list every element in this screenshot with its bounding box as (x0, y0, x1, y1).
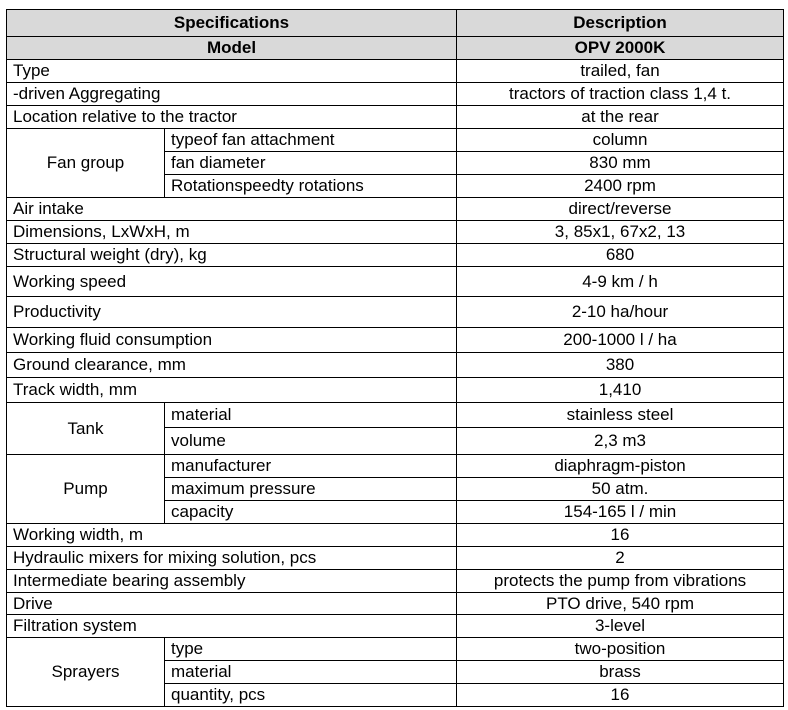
row-value: column (457, 129, 784, 152)
group-label-pump: Pump (7, 455, 165, 524)
table-row (7, 328, 784, 353)
group-label-fan: Fan group (7, 129, 165, 198)
row-value: tractors of traction class 1,4 t. (457, 83, 784, 106)
table-row (7, 570, 784, 593)
row-value: PTO drive, 540 rpm (457, 593, 784, 615)
row-value: 1,410 (457, 378, 784, 403)
row-label: Ground clearance, mm (7, 353, 457, 378)
row-label: Drive (7, 593, 457, 615)
row-label: -driven Aggregating (7, 83, 457, 106)
row-label: Filtration system (7, 615, 457, 638)
row-value: 380 (457, 353, 784, 378)
sub-label: typeof fan attachment (165, 129, 457, 152)
row-value: 4-9 km / h (457, 267, 784, 297)
row-value: trailed, fan (457, 60, 784, 83)
table-row (7, 524, 784, 547)
row-label: Working speed (7, 267, 457, 297)
sub-label: material (165, 403, 457, 428)
row-value: 16 (457, 684, 784, 707)
group-label-sprayers: Sprayers (7, 638, 165, 707)
table-row (7, 297, 784, 328)
table-row (7, 378, 784, 403)
sub-label: Rotationspeedty rotations (165, 175, 457, 198)
table-row (7, 267, 784, 297)
row-value: brass (457, 661, 784, 684)
table-row (7, 129, 784, 152)
table-row (7, 353, 784, 378)
row-label: Type (7, 60, 457, 83)
table-row (7, 593, 784, 615)
sub-label: quantity, pcs (165, 684, 457, 707)
row-label: Air intake (7, 198, 457, 221)
table-row (7, 615, 784, 638)
table-row (7, 198, 784, 221)
row-value: 200-1000 l / ha (457, 328, 784, 353)
header-specifications: Specifications (7, 10, 457, 37)
model-value: OPV 2000K (457, 37, 784, 60)
row-label: Hydraulic mixers for mixing solution, pcs (7, 547, 457, 570)
table-row (7, 547, 784, 570)
table-row (7, 403, 784, 428)
model-row (7, 37, 784, 60)
row-label: Structural weight (dry), kg (7, 244, 457, 267)
specifications-table (6, 9, 784, 707)
sub-label: fan diameter (165, 152, 457, 175)
row-value: 16 (457, 524, 784, 547)
sub-label: material (165, 661, 457, 684)
row-label: Working width, m (7, 524, 457, 547)
row-value: 680 (457, 244, 784, 267)
row-value: 2 (457, 547, 784, 570)
sub-label: maximum pressure (165, 478, 457, 501)
row-value: two-position (457, 638, 784, 661)
row-value: 3-level (457, 615, 784, 638)
row-value: at the rear (457, 106, 784, 129)
table-row (7, 455, 784, 478)
row-value: stainless steel (457, 403, 784, 428)
row-value: diaphragm-piston (457, 455, 784, 478)
sub-label: volume (165, 428, 457, 455)
row-value: direct/reverse (457, 198, 784, 221)
table-header-row (7, 10, 784, 37)
table-row (7, 244, 784, 267)
table-row (7, 106, 784, 129)
row-value: 2-10 ha/hour (457, 297, 784, 328)
row-label: Dimensions, LxWxH, m (7, 221, 457, 244)
sub-label: manufacturer (165, 455, 457, 478)
row-label: Track width, mm (7, 378, 457, 403)
header-description: Description (457, 10, 784, 37)
table-row (7, 60, 784, 83)
row-label: Productivity (7, 297, 457, 328)
sub-label: capacity (165, 501, 457, 524)
table-row (7, 638, 784, 661)
row-value: 3, 85x1, 67x2, 13 (457, 221, 784, 244)
row-label: Intermediate bearing assembly (7, 570, 457, 593)
group-label-tank: Tank (7, 403, 165, 455)
sub-label: type (165, 638, 457, 661)
table-row (7, 83, 784, 106)
model-label: Model (7, 37, 457, 60)
row-value: protects the pump from vibrations (457, 570, 784, 593)
row-value: 830 mm (457, 152, 784, 175)
row-value: 2400 rpm (457, 175, 784, 198)
row-label: Location relative to the tractor (7, 106, 457, 129)
table-row (7, 221, 784, 244)
row-value: 154-165 l / min (457, 501, 784, 524)
row-value: 50 atm. (457, 478, 784, 501)
row-label: Working fluid consumption (7, 328, 457, 353)
row-value: 2,3 m3 (457, 428, 784, 455)
